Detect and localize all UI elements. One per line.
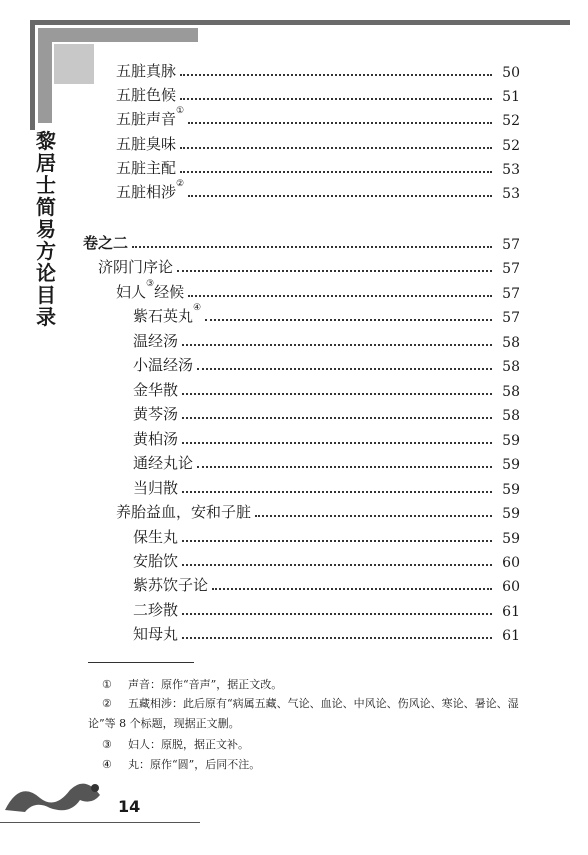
- toc-entry-title: 二珍散: [133, 601, 179, 619]
- toc-entry-page: 50: [502, 65, 520, 81]
- toc-entry-title: 济阴门序论: [98, 258, 174, 276]
- footnote-marker: ③: [146, 279, 155, 289]
- toc-entry[interactable]: [133, 600, 520, 620]
- footnote-marker: ②: [176, 179, 185, 189]
- toc-entry-title: 五脏色候: [116, 86, 177, 104]
- footnote-text: 五藏相涉：此后原有“病属五藏、气论、血论、中风论、伤风论、寒论、暑论、湿: [128, 697, 519, 710]
- toc-entry[interactable]: [133, 527, 520, 547]
- leader-dots: [177, 270, 492, 272]
- footnote-number: ③: [102, 738, 112, 751]
- toc-entry-title: 五脏臭味: [116, 135, 177, 153]
- footnote-text: 妇人：原脱，据正文补。: [128, 738, 249, 751]
- toc-entry[interactable]: [133, 404, 520, 424]
- leader-dots: [180, 98, 492, 100]
- toc-entry-page: 58: [502, 359, 520, 375]
- toc-entry-page: 58: [502, 408, 520, 424]
- leader-dots: [182, 417, 492, 419]
- footnote: [88, 676, 528, 694]
- leader-dots: [197, 368, 492, 370]
- side-title-char: 论: [36, 261, 56, 285]
- toc-entry-page: 60: [502, 579, 520, 595]
- footnote-number: ②: [102, 697, 112, 710]
- toc-entry-page: 57: [502, 261, 520, 277]
- side-title: [33, 130, 59, 328]
- leader-dots: [182, 344, 492, 346]
- toc-entry-page: 59: [502, 433, 520, 449]
- footnote: [88, 756, 528, 774]
- footer-rule: [0, 822, 200, 823]
- toc-entry[interactable]: [133, 478, 520, 498]
- toc-entry[interactable]: [116, 134, 520, 154]
- toc-entry-page: 52: [502, 138, 520, 154]
- toc-entry-page: 61: [502, 628, 520, 644]
- toc-entry[interactable]: [116, 61, 520, 81]
- toc-entry-title: 金华散: [133, 381, 179, 399]
- toc-entry-title: 温经汤: [133, 332, 179, 350]
- footnote-rule: [88, 662, 194, 663]
- toc-entry-page: 57: [502, 286, 520, 302]
- toc-entry[interactable]: [133, 624, 520, 644]
- footnote-marker: ①: [176, 106, 185, 116]
- toc-entry-title: 五脏声音①: [116, 106, 185, 128]
- leader-dots: [132, 246, 492, 248]
- toc-entry-title: 小温经汤: [133, 356, 194, 374]
- leader-dots: [180, 74, 492, 76]
- leader-dots: [182, 540, 492, 542]
- toc-entry[interactable]: [116, 85, 520, 105]
- toc-entry-page: 59: [502, 531, 520, 547]
- toc-entry[interactable]: [133, 575, 520, 595]
- footnote-number: ①: [102, 678, 112, 691]
- toc-entry-page: 58: [502, 335, 520, 351]
- toc-entry[interactable]: [133, 380, 520, 400]
- toc-entry[interactable]: [116, 279, 520, 302]
- leader-dots: [197, 466, 492, 468]
- toc-entry-page: 51: [502, 89, 520, 105]
- leader-dots: [188, 122, 492, 124]
- toc-entry-page: 57: [502, 237, 520, 253]
- leader-dots: [255, 515, 492, 517]
- side-title-char: 易: [36, 217, 56, 241]
- footnote-text: 声音：原作“音声”，据正文改。: [128, 678, 283, 691]
- toc-entry-page: 53: [502, 186, 520, 202]
- toc-entry-page: 53: [502, 162, 520, 178]
- toc-entry-title: 五脏真脉: [116, 62, 177, 80]
- toc-entry-page: 57: [502, 310, 520, 326]
- toc-entry[interactable]: [133, 551, 520, 571]
- side-title-char: 黎: [36, 129, 56, 153]
- leader-dots: [182, 491, 492, 493]
- toc-entry-title: 妇人③经候: [116, 279, 185, 301]
- toc-entry-title: 保生丸: [133, 528, 179, 546]
- leader-dots: [182, 637, 492, 639]
- toc-entry[interactable]: [133, 429, 520, 449]
- toc-entry[interactable]: [116, 106, 520, 129]
- toc-entry[interactable]: [98, 257, 520, 277]
- toc-entry[interactable]: [83, 233, 520, 253]
- leader-dots: [182, 564, 492, 566]
- toc-entry-page: 59: [502, 457, 520, 473]
- leader-dots: [188, 195, 492, 197]
- toc-entry-title: 五脏主配: [116, 159, 177, 177]
- side-title-char: 录: [36, 305, 56, 329]
- leader-dots: [212, 588, 492, 590]
- footnote-marker: ④: [193, 303, 202, 313]
- footnote: [88, 715, 528, 733]
- toc-entry-title: 黄柏汤: [133, 430, 179, 448]
- toc-entry[interactable]: [116, 179, 520, 202]
- page-number: 14: [118, 797, 141, 816]
- footnote-text: 论”等 8 个标题，现据正文删。: [88, 717, 240, 730]
- side-title-char: 目: [36, 283, 56, 307]
- toc-entry-title: 安胎饮: [133, 552, 179, 570]
- side-title-char: 居: [36, 151, 56, 175]
- toc-entry-page: 61: [502, 604, 520, 620]
- footnote: [88, 695, 528, 713]
- toc-entry[interactable]: [133, 331, 520, 351]
- toc-entry-page: 59: [502, 506, 520, 522]
- toc-entry[interactable]: [133, 453, 520, 473]
- toc-entry-title: 黄芩汤: [133, 405, 179, 423]
- toc-entry-page: 60: [502, 555, 520, 571]
- toc-entry-title: 知母丸: [133, 625, 179, 643]
- toc-entry-title: 紫石英丸④: [133, 303, 202, 325]
- leader-dots: [180, 147, 492, 149]
- side-title-char: 简: [36, 195, 56, 219]
- side-title-char: 士: [36, 173, 56, 197]
- leader-dots: [180, 171, 492, 173]
- dragon-ornament: [0, 770, 110, 820]
- toc-entry[interactable]: [133, 355, 520, 375]
- leader-dots: [205, 319, 492, 321]
- footnote-text: 丸：原作“圆”，后同不注。: [128, 758, 261, 771]
- footnote: [88, 736, 528, 754]
- toc-entry-title: 紫苏饮子论: [133, 576, 209, 594]
- toc-entry-title: 五脏相涉②: [116, 179, 185, 201]
- toc-entry[interactable]: [116, 502, 520, 522]
- toc-entry-page: 59: [502, 482, 520, 498]
- leader-dots: [188, 295, 492, 297]
- toc-entry[interactable]: [133, 303, 520, 326]
- side-title-char: 方: [36, 239, 56, 263]
- toc-entry-title: 卷之二: [83, 234, 129, 252]
- leader-dots: [182, 442, 492, 444]
- footnote-number: ④: [102, 758, 112, 771]
- toc-entry-title: 当归散: [133, 479, 179, 497]
- toc-entry-page: 58: [502, 384, 520, 400]
- toc-entry-title: 养胎益血，安和子脏: [116, 503, 252, 521]
- toc-entry[interactable]: [116, 158, 520, 178]
- toc-entry-title: 通经丸论: [133, 454, 194, 472]
- leader-dots: [182, 613, 492, 615]
- toc-entry-page: 52: [502, 113, 520, 129]
- leader-dots: [182, 393, 492, 395]
